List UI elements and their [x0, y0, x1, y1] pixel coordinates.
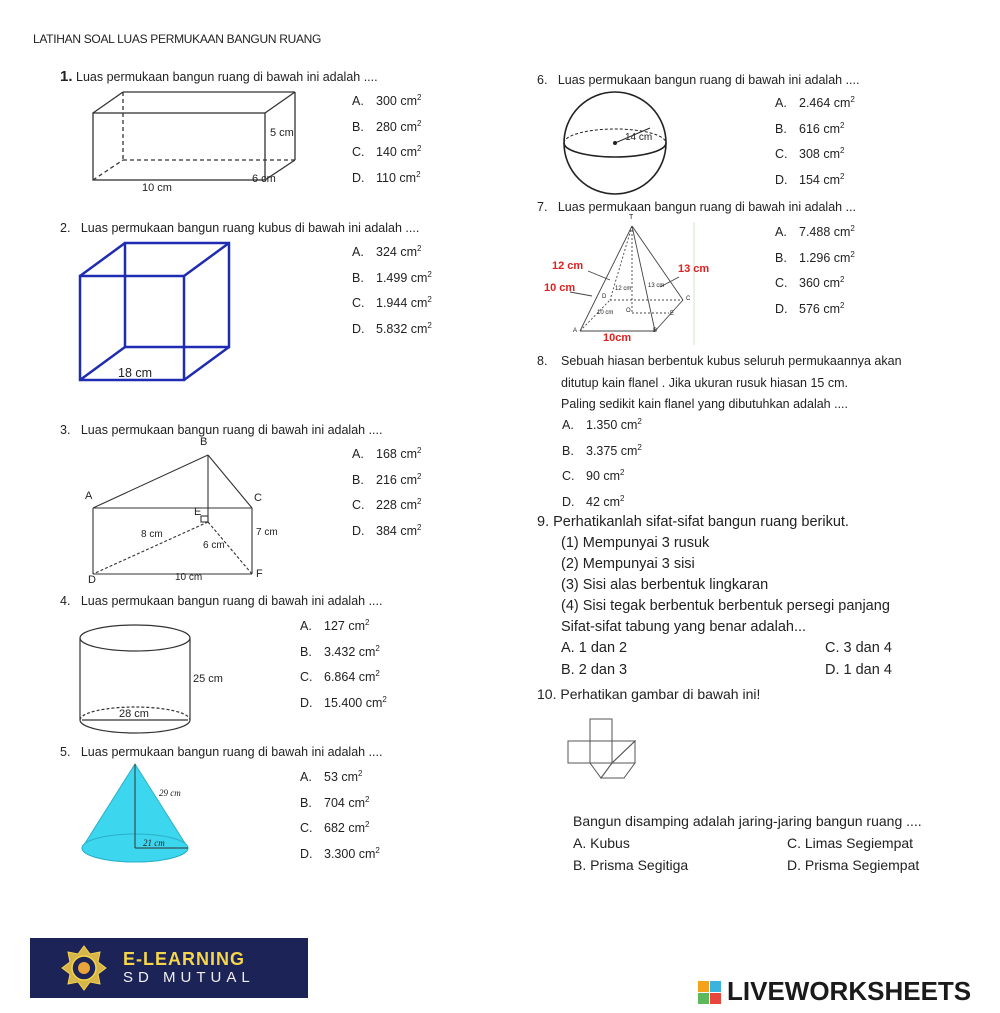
- label: B: [653, 328, 658, 334]
- label: 13 cm: [648, 283, 665, 289]
- liveworksheets-logo-icon: [698, 981, 722, 1005]
- option-c[interactable]: C. 1.944 $cm^2$: [352, 295, 432, 311]
- question-text: Luas permukaan bangun ruang di bawah ini adalah ...: [557, 200, 856, 214]
- option-a[interactable]: A. Kubus: [573, 835, 630, 851]
- option-c[interactable]: C. 90 $cm^2$: [562, 468, 625, 484]
- question-number: 6.: [537, 73, 548, 87]
- label: A: [85, 490, 93, 502]
- option-a[interactable]: A. 300 $cm^2$: [352, 93, 422, 109]
- question-number: 2.: [60, 221, 71, 235]
- option-b[interactable]: B. 3.375 $cm^2$: [562, 442, 642, 458]
- label: 8 cm: [141, 529, 163, 540]
- question-text-line: Sebuah hiasan berbentuk kubus seluruh permukaannya akan: [561, 354, 902, 368]
- option-c[interactable]: C. 228 $cm^2$: [352, 497, 422, 513]
- label: 10 cm: [597, 310, 614, 316]
- question-prompt: Sifat-sifat tabung yang benar adalah...: [561, 619, 807, 635]
- option-d[interactable]: D. 42 $cm^2$: [562, 493, 625, 510]
- question-number: 1.: [60, 68, 73, 85]
- label: C: [254, 492, 262, 504]
- question-text-line: 9. Perhatikanlah sifat-sifat bangun ruang berikut.: [537, 514, 849, 530]
- brand-name: LIVEWORKSHEETS: [727, 976, 972, 1006]
- option-b[interactable]: B. 216 $cm^2$: [352, 471, 422, 487]
- label: E: [194, 506, 202, 518]
- label: 12 cm: [552, 260, 584, 272]
- label: 21 cm: [143, 838, 165, 848]
- option-c[interactable]: C. Limas Segiempat: [787, 835, 914, 851]
- label: 25 cm: [193, 673, 223, 685]
- label: 6 cm: [203, 540, 225, 551]
- label: 6 cm: [252, 173, 276, 185]
- option-c[interactable]: C. 682 $cm^2$: [300, 820, 370, 836]
- option-a[interactable]: A. 127 $cm^2$: [300, 618, 370, 634]
- question-text: Luas permukaan bangun ruang di bawah ini adalah ....: [80, 745, 383, 759]
- option-d[interactable]: D. 110 $cm^2$: [352, 169, 421, 186]
- label: 13 cm: [678, 263, 710, 275]
- statement: (3) Sisi alas berbentuk lingkaran: [561, 577, 769, 593]
- option-a[interactable]: A. 1.350 $cm^2$: [562, 417, 642, 433]
- option-b[interactable]: B. 704 $cm^2$: [300, 794, 370, 810]
- option-c[interactable]: C. 360 $cm^2$: [775, 275, 845, 291]
- option-d[interactable]: D. 154 $cm^2$: [775, 171, 845, 188]
- option-d[interactable]: D. 5.832 $cm^2$: [352, 320, 432, 337]
- option-d[interactable]: D. Prisma Segiempat: [787, 857, 920, 873]
- option-c[interactable]: C. 6.864 $cm^2$: [300, 669, 380, 685]
- banner-title: E-LEARNING: [123, 949, 245, 969]
- option-d[interactable]: D. 1 dan 4: [825, 662, 892, 678]
- question-prompt: Bangun disamping adalah jaring-jaring bangun ruang ....: [573, 813, 922, 829]
- label: 28 cm: [119, 708, 149, 720]
- option-c[interactable]: C. 140 $cm^2$: [352, 144, 422, 160]
- question-number: 3.: [60, 423, 71, 437]
- banner-subtitle: SD MUTUAL: [123, 969, 255, 986]
- label: F: [256, 568, 263, 580]
- question-text: Luas permukaan bangun ruang di bawah ini adalah ....: [80, 594, 383, 608]
- option-a[interactable]: A. 1 dan 2: [561, 640, 628, 656]
- label: C: [686, 296, 691, 302]
- question-text-line: ditutup kain flanel . Jika ukuran rusuk hiasan 15 cm.: [561, 375, 848, 390]
- option-b[interactable]: B. Prisma Segitiga: [573, 857, 689, 873]
- question-text: Luas permukaan bangun ruang di bawah ini adalah ....: [80, 423, 383, 437]
- label: 29 cm: [159, 788, 181, 798]
- label: D: [88, 574, 96, 586]
- label: 18 cm: [118, 366, 153, 380]
- option-b[interactable]: B. 616 $cm^2$: [775, 120, 845, 136]
- question-text: Luas permukaan bangun ruang di bawah ini adalah ....: [557, 73, 860, 87]
- question-text-line: Paling sedikit kain flanel yang dibutuhkan adalah ....: [561, 397, 848, 411]
- question-number: 5.: [60, 745, 71, 759]
- question-text: Luas permukaan bangun ruang kubus di bawah ini adalah ....: [80, 221, 420, 235]
- option-a[interactable]: A. 168 $cm^2$: [352, 446, 422, 462]
- option-d[interactable]: D. 3.300 $cm^2$: [300, 845, 380, 862]
- question-10: 10. Perhatikan gambar di bawah ini!: [537, 686, 761, 702]
- option-b[interactable]: B. 1.296 $cm^2$: [775, 249, 855, 265]
- school-logo-icon: [60, 944, 108, 992]
- option-a[interactable]: A. 53 $cm^2$: [300, 769, 363, 785]
- option-c[interactable]: C. 3 dan 4: [825, 640, 892, 656]
- option-b[interactable]: B. 280 $cm^2$: [352, 118, 422, 134]
- label: E: [670, 311, 675, 317]
- label: 12 cm: [615, 286, 632, 292]
- option-d[interactable]: D. 384 $cm^2$: [352, 522, 422, 539]
- option-d[interactable]: D. 576 $cm^2$: [775, 300, 845, 317]
- elearning-banner: [30, 938, 308, 998]
- label: 5 cm: [270, 127, 294, 139]
- option-d[interactable]: D. 15.400 $cm^2$: [300, 694, 387, 711]
- label: D: [602, 294, 607, 300]
- question-text: Luas permukaan bangun ruang di bawah ini adalah ....: [76, 70, 378, 84]
- label: 7 cm: [256, 527, 278, 538]
- statement: (2) Mempunyai 3 sisi: [561, 556, 695, 572]
- label: 10 cm: [175, 572, 203, 583]
- label: O: [626, 308, 631, 314]
- option-a[interactable]: A. 2.464 $cm^2$: [775, 95, 855, 111]
- option-b[interactable]: B. 3.432 $cm^2$: [300, 643, 380, 659]
- question-number: 7.: [537, 200, 548, 214]
- option-b[interactable]: B. 2 dan 3: [561, 662, 628, 678]
- label: A: [573, 328, 578, 334]
- option-a[interactable]: A. 7.488 $cm^2$: [775, 224, 855, 240]
- worksheet-title: LATIHAN SOAL LUAS PERMUKAAN BANGUN RUANG: [33, 32, 322, 46]
- question-number: 4.: [60, 594, 71, 608]
- label: 10cm: [603, 332, 632, 344]
- question-number: 8.: [537, 354, 548, 368]
- label: B: [200, 436, 208, 448]
- statement: (4) Sisi tegak berbentuk berbentuk persegi panjang: [561, 598, 890, 614]
- statement: (1) Mempunyai 3 rusuk: [561, 535, 710, 551]
- label: 10 cm: [544, 282, 576, 294]
- label: 10 cm: [142, 182, 172, 194]
- option-a[interactable]: A. 324 $cm^2$: [352, 244, 422, 260]
- option-b[interactable]: B. 1.499 $cm^2$: [352, 269, 432, 285]
- label: T: [629, 214, 634, 221]
- option-c[interactable]: C. 308 $cm^2$: [775, 146, 845, 162]
- label: 14 cm: [625, 132, 653, 143]
